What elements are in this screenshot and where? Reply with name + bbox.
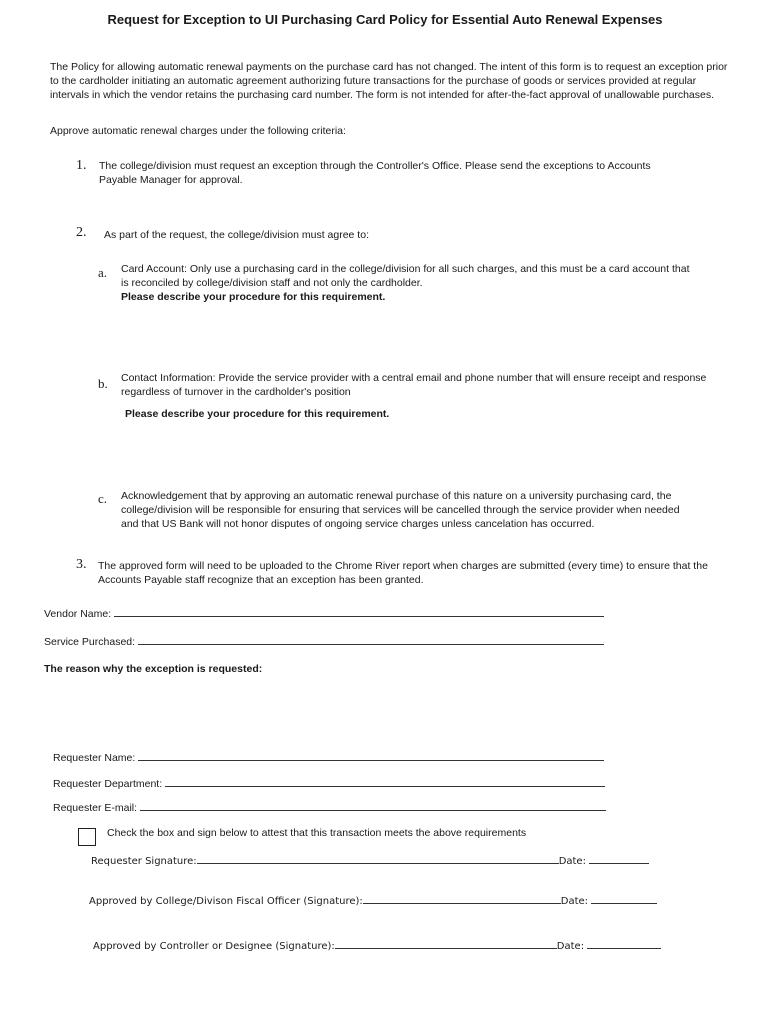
item-3-number: 3.	[76, 557, 87, 572]
attest-checkbox[interactable]	[78, 828, 96, 846]
requester-department-field[interactable]	[53, 776, 605, 790]
subitem-b-prompt: Please describe your procedure for this requirement.	[125, 408, 390, 420]
subitem-b-text: Contact Information: Provide the service provider with a central email and phone number that will ensure receipt and response regardless of turnover in the cardholder's position	[121, 372, 707, 398]
requester-signature-line[interactable]	[197, 853, 559, 864]
subitem-c-letter: c.	[98, 491, 108, 506]
fiscal-officer-signature-row[interactable]	[89, 893, 657, 907]
requester-email-label: Requester E-mail:	[53, 802, 138, 814]
requester-name-line[interactable]	[138, 750, 604, 761]
vendor-name-line[interactable]	[114, 606, 604, 617]
subitem-a-text: Card Account: Only use a purchasing card in the college/division for all such charges, and this must be a card account that is reconciled by college/division staff and not only the cardholder.	[121, 263, 690, 289]
service-purchased-label: Service Purchased:	[44, 636, 136, 648]
service-purchased-line[interactable]	[138, 634, 604, 645]
item-1-text: The college/division must request an exception through the Controller's Office. Please send the exceptions to Accounts Payable Manager for approval.	[99, 160, 651, 186]
requester-name-label: Requester Name:	[53, 752, 136, 764]
requester-date-line[interactable]	[589, 853, 649, 864]
controller-signature-row[interactable]	[93, 938, 661, 952]
requester-name-field[interactable]	[53, 750, 604, 764]
requester-signature-row[interactable]	[91, 853, 649, 867]
attest-text: Check the box and sign below to attest that this transaction meets the above requirements	[107, 827, 527, 839]
requester-date-label: Date:	[558, 856, 586, 867]
requester-email-field[interactable]	[53, 800, 606, 814]
item-1-number: 1.	[76, 158, 87, 173]
subitem-c-text: Acknowledgement that by approving an automatic renewal purchase of this nature on a university purchasing card, the college/division will be responsible for ensuring that services will be cancelled through the service provider when needed and that US Bank will not honor disputes of ongoing service charges unless cancelation has occurred.	[121, 490, 680, 530]
criteria-intro: Approve automatic renewal charges under the following criteria:	[50, 125, 346, 137]
service-purchased-field[interactable]	[44, 634, 604, 648]
vendor-name-label: Vendor Name:	[44, 608, 112, 620]
requester-signature-label: Requester Signature:	[91, 856, 197, 867]
subitem-a-prompt: Please describe your procedure for this requirement.	[121, 291, 386, 303]
fiscal-officer-signature-line[interactable]	[363, 893, 561, 904]
reason-heading: The reason why the exception is requested:	[44, 663, 263, 675]
form-title: Request for Exception to UI Purchasing Card Policy for Essential Auto Renewal Expenses	[107, 12, 663, 27]
fiscal-officer-date-label: Date:	[560, 896, 589, 907]
controller-signature-label: Approved by Controller or Designee (Signature):	[93, 941, 335, 952]
item-2-text: As part of the request, the college/division must agree to:	[104, 229, 369, 241]
requester-email-line[interactable]	[140, 800, 606, 811]
controller-signature-line[interactable]	[335, 938, 557, 949]
item-2-number: 2.	[76, 225, 87, 240]
intro-paragraph: The Policy for allowing automatic renewal payments on the purchase card has not changed. The intent of this form is to request an exception prior to the cardholder initiating an automatic agreement authorizing future transactions for the purchase of goods or services provided at regular intervals in which the vendor retains the purchasing card number. The form is not intended for after-the-fact approval of unallowable purchases.	[50, 61, 728, 101]
vendor-name-field[interactable]	[44, 606, 604, 620]
requester-department-label: Requester Department:	[53, 778, 163, 790]
controller-date-label: Date:	[556, 941, 585, 952]
fiscal-officer-signature-label: Approved by College/Divison Fiscal Officer (Signature):	[89, 896, 363, 907]
controller-date-line[interactable]	[587, 938, 661, 949]
item-3-text: The approved form will need to be uploaded to the Chrome River report when charges are submitted (every time) to ensure that the Accounts Payable staff recognize that an exception has been granted.	[98, 560, 708, 586]
subitem-a-letter: a.	[98, 265, 108, 280]
requester-department-line[interactable]	[165, 776, 605, 787]
subitem-b-letter: b.	[98, 376, 108, 391]
fiscal-officer-date-line[interactable]	[591, 893, 657, 904]
